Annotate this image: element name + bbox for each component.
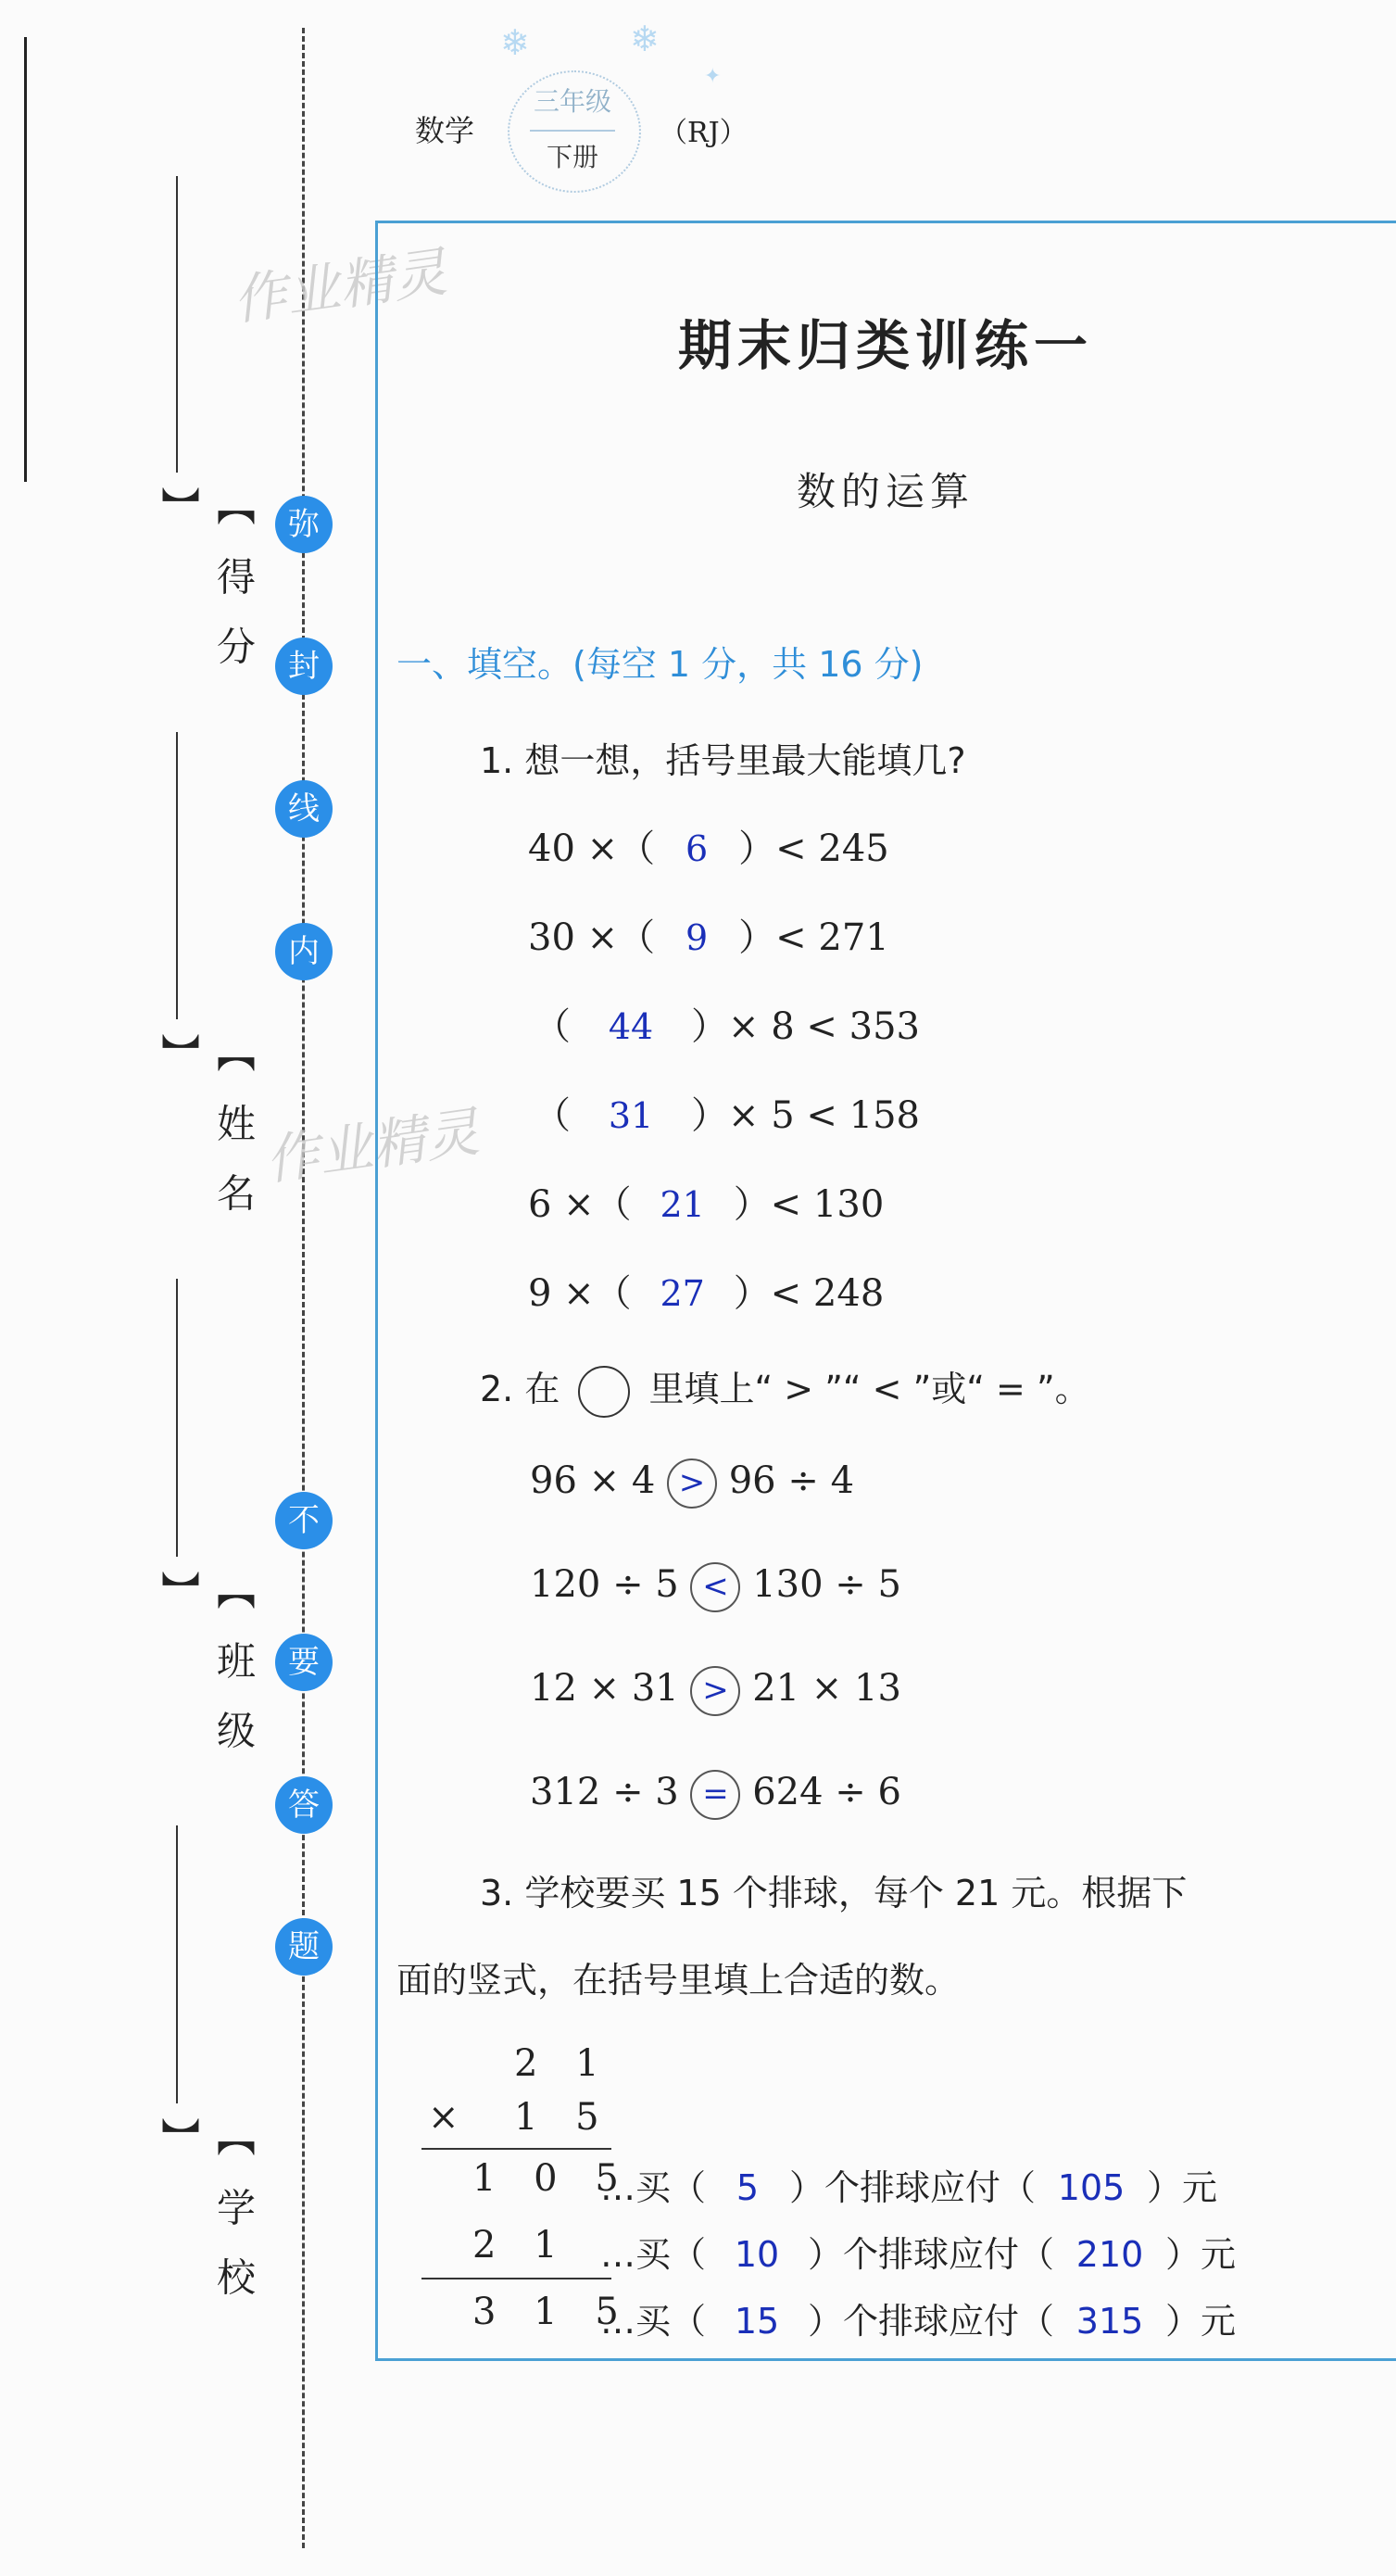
seal-char: 弥 — [275, 496, 333, 553]
pay-text: ）个排球应付（ — [808, 2301, 1055, 2342]
school-line — [176, 1825, 178, 2103]
class-label: 【 班 级 】 — [156, 1571, 257, 1759]
q2-row — [530, 1770, 901, 1820]
section-heading: 一、填空。(每空 1 分，共 16 分) — [396, 644, 924, 685]
q1-left: （ — [534, 1094, 571, 1137]
q2-left: 312 ÷ 3 — [530, 1771, 679, 1813]
q2-row — [530, 1666, 901, 1716]
seal-char: 内 — [275, 923, 333, 980]
final-product: 3 1 5 — [472, 2291, 632, 2333]
q2-answer[interactable]: > — [690, 1666, 740, 1716]
score-field — [139, 176, 257, 695]
q1-right: ）× 8 < 353 — [691, 1005, 920, 1048]
seal-char: 不 — [275, 1492, 333, 1549]
question-2-prompt — [480, 1360, 1090, 1418]
q1-row — [534, 1086, 920, 1139]
pay-text: ）个排球应付（ — [808, 2234, 1055, 2275]
school-field — [139, 1825, 257, 2344]
q1-left: 40 ×（ — [528, 827, 656, 870]
score-label: 【 得 分 】 — [156, 486, 257, 675]
seal-char: 封 — [275, 638, 333, 695]
seal-char: 要 — [275, 1634, 333, 1691]
pay-text: ）个排球应付（ — [789, 2167, 1037, 2208]
page-subtitle: 数的运算 — [796, 469, 975, 514]
q2-row — [530, 1562, 901, 1612]
partial-product: 1 0 5 — [472, 2157, 632, 2200]
count-answer[interactable]: 5 — [736, 2167, 760, 2208]
q2-left: 120 ÷ 5 — [530, 1563, 679, 1606]
school-label: 【 学 校 】 — [156, 2117, 257, 2305]
cost-answer[interactable]: 315 — [1075, 2301, 1144, 2342]
q2-answer[interactable]: = — [690, 1770, 740, 1820]
count-answer[interactable]: 10 — [734, 2234, 780, 2275]
name-label: 【 姓 名 】 — [156, 1033, 257, 1221]
q1-left: （ — [534, 1005, 571, 1048]
buy-prefix: …买（ — [600, 2234, 707, 2275]
binding-edge — [24, 37, 27, 482]
q1-answer[interactable]: 9 — [685, 917, 709, 958]
cost-answer[interactable]: 105 — [1057, 2167, 1126, 2208]
q2-right: 130 ÷ 5 — [752, 1563, 901, 1606]
subject-label: 数学 — [415, 113, 475, 148]
snowflake-icon: ❄ — [500, 22, 530, 63]
q1-answer[interactable]: 21 — [660, 1184, 705, 1225]
q1-left: 30 ×（ — [528, 916, 656, 959]
q2-left: 12 × 31 — [530, 1667, 679, 1710]
buy-prefix: …买（ — [600, 2301, 707, 2342]
q1-left: 9 ×（ — [528, 1272, 632, 1315]
q2-answer[interactable]: < — [690, 1562, 740, 1612]
edition-label: （RJ） — [660, 117, 748, 149]
rule-line — [421, 2278, 611, 2279]
rule-line — [421, 2148, 611, 2150]
partial-explanation — [600, 2292, 1236, 2343]
question-3-line2: 面的竖式，在括号里填上合适的数。 — [396, 1960, 961, 2001]
q1-left: 6 ×（ — [528, 1183, 632, 1226]
name-line — [176, 732, 178, 1019]
grade-label: 三年级 — [533, 86, 611, 117]
q2-prompt-pre: 2. 在 — [480, 1369, 560, 1409]
watermark: 作业精灵 — [261, 1100, 484, 1193]
yuan-suffix: ）元 — [1147, 2167, 1218, 2208]
score-line — [176, 176, 178, 473]
partial-product: 2 1 — [472, 2224, 571, 2267]
buy-prefix: …买（ — [600, 2167, 707, 2208]
q2-right: 21 × 13 — [752, 1667, 901, 1710]
q1-right: ）× 5 < 158 — [691, 1094, 920, 1137]
volume-label: 下册 — [530, 130, 615, 174]
q1-right: ）< 130 — [733, 1183, 885, 1226]
multiply-sign: × — [428, 2096, 472, 2139]
partial-explanation — [600, 2226, 1236, 2277]
q1-right: ）< 245 — [738, 827, 889, 870]
q1-right: ）< 271 — [738, 916, 889, 959]
q1-answer[interactable]: 44 — [608, 1006, 654, 1047]
q1-answer[interactable]: 31 — [608, 1095, 654, 1136]
vertical-multiplicand: 2 1 — [514, 2042, 612, 2085]
q1-right: ）< 248 — [733, 1272, 885, 1315]
class-field — [139, 1279, 257, 1798]
q1-row — [528, 908, 889, 961]
cost-answer[interactable]: 210 — [1075, 2234, 1144, 2275]
q2-left: 96 × 4 — [530, 1459, 656, 1502]
seal-char: 题 — [275, 1918, 333, 1976]
seal-char: 答 — [275, 1776, 333, 1834]
page-title: 期末归类训练一 — [677, 314, 1093, 377]
class-line — [176, 1279, 178, 1557]
q1-row — [528, 1264, 884, 1317]
snowflake-icon: ✦ — [704, 65, 722, 88]
q2-prompt-post: 里填上“ > ”“ < ”或“ = ”。 — [648, 1369, 1090, 1409]
question-1-prompt: 1. 想一想，括号里最大能填几? — [480, 740, 966, 781]
q1-row — [528, 819, 889, 872]
q1-answer[interactable]: 27 — [660, 1273, 705, 1314]
q2-right: 96 ÷ 4 — [728, 1459, 855, 1502]
vertical-multiplier: 1 5 — [514, 2096, 612, 2139]
partial-explanation — [600, 2159, 1217, 2210]
q2-answer[interactable]: > — [667, 1458, 717, 1509]
name-field — [139, 732, 257, 1251]
q1-answer[interactable]: 6 — [685, 828, 709, 869]
q1-row — [528, 1175, 884, 1228]
circle-icon — [578, 1366, 630, 1418]
q2-right: 624 ÷ 6 — [752, 1771, 901, 1813]
count-answer[interactable]: 15 — [734, 2301, 780, 2342]
yuan-suffix: ）元 — [1165, 2234, 1237, 2275]
seal-char: 线 — [275, 780, 333, 838]
q1-row — [534, 997, 920, 1050]
snowflake-icon: ❄ — [630, 19, 660, 59]
question-3-line1: 3. 学校要买 15 个排球，每个 21 元。根据下 — [480, 1873, 1188, 1913]
cut-line — [302, 28, 305, 2548]
yuan-suffix: ）元 — [1165, 2301, 1237, 2342]
watermark: 作业精灵 — [229, 240, 451, 333]
q2-row — [530, 1458, 854, 1509]
